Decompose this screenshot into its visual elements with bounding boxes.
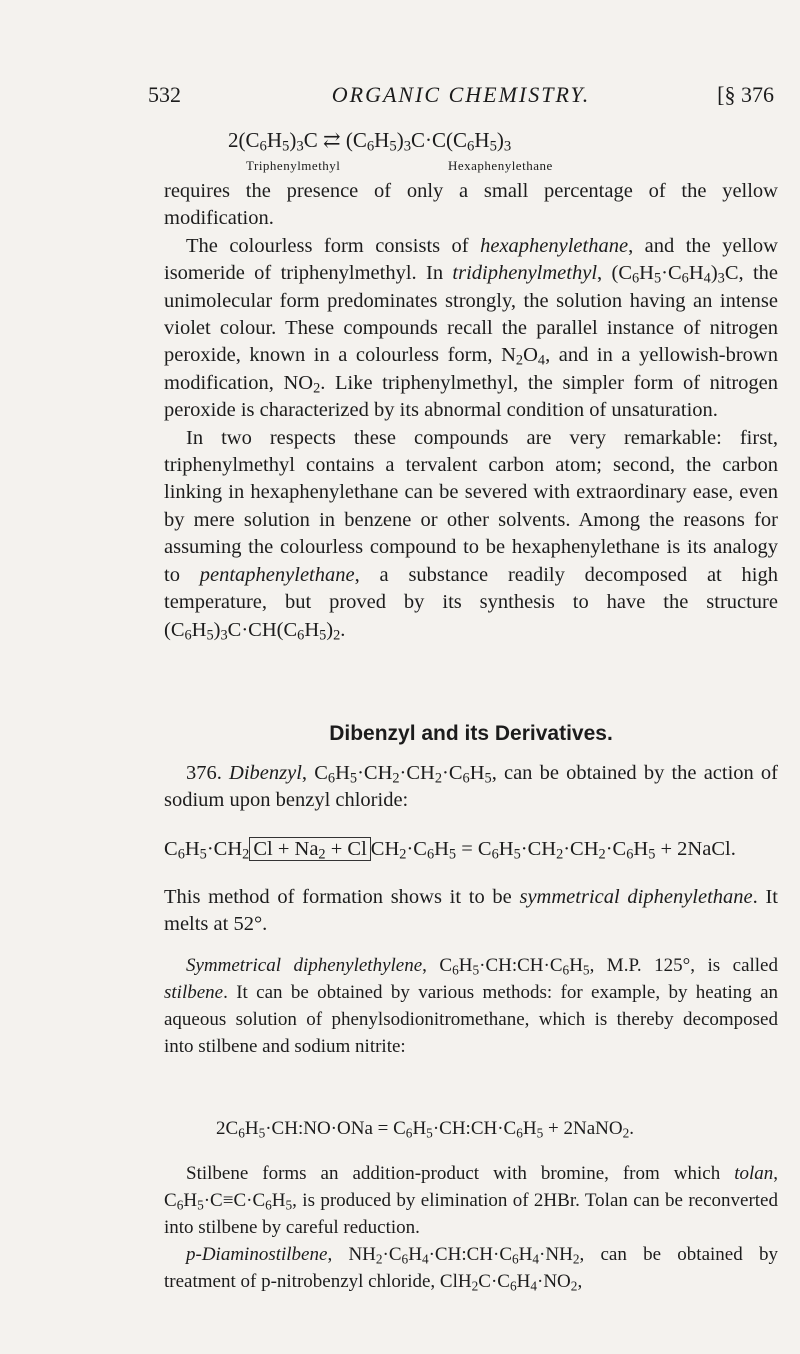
term-stilbene: stilbene: [164, 982, 224, 1003]
paragraph-tolan: Stilbene forms an addition-product with bromine, from which tolan, $C_6H_5\cdot C\equiv C\cdot C_6H_5$, is produced by elimination of 2HBr. Tolan can be reconverted into stilbene by careful reduction.: [164, 1163, 778, 1238]
text-block-stilbene: [164, 952, 778, 1060]
equilibrium-right: $(C_6H_5)_3C\cdot C(C_6H_5)_3$: [345, 128, 512, 155]
term-dibenzyl: Dibenzyl: [229, 762, 302, 784]
equilibrium-equation: [228, 128, 511, 153]
text-block-tolan: [164, 1160, 778, 1295]
term-tridiphenylmethyl: tridiphenylmethyl: [452, 262, 598, 285]
paragraph-diaminostilbene: p-Diaminostilbene, $NH_2\cdot C_6H_4\cdot CH:CH\cdot C_6H_4\cdot NH_2$, can be obtained by treatment of p-nitrobenzyl chloride, $ClH_2C\cdot C_6H_4\cdot NO_2$,: [164, 1244, 778, 1294]
text-block-1: [164, 178, 778, 644]
paragraph-method: This method of formation shows it to be symmetrical diphenylethane. It melts at 52°.: [164, 886, 778, 936]
running-title: ORGANIC CHEMISTRY.: [331, 82, 591, 107]
section-heading: Dibenzyl and its Derivatives.: [329, 722, 613, 745]
term-pentaphenylethane: pentaphenylethane: [199, 563, 355, 586]
paragraph-two-respects: In two respects these compounds are very remarkable: first, triphenylmethyl contains a tervalent carbon atom; second, the carbon linking in hexaphenylethane can be severed with extraordinary ease, even by mere solution in benzene or other solvents. Among the reasons for assuming the colourless compound to be hexaphenylethane is its analogy to pentaphenylethane, a substance readily decomposed at high temperature, but proved by its synthesis to have the structure $(C_6H_5)_3C\cdot CH(C_6H_5)_2$.: [164, 426, 778, 644]
term-tolan: tolan: [734, 1163, 774, 1184]
text-block-2: [164, 760, 778, 815]
paragraph-stilbene: Symmetrical diphenylethylene, $C_6H_5\cdot CH:CH\cdot C_6H_5$, M.P. 125°, is called stilbene. It can be obtained by various methods: for example, by heating an aqueous solution of phenylsodionitromethane, which is thereby decomposed into stilbene and sodium nitrite:: [164, 955, 778, 1057]
term-p-diaminostilbene: p-Diaminostilbene: [186, 1244, 328, 1265]
term-symmetrical-diphenylethane: symmetrical diphenylethane: [519, 886, 753, 908]
label-hexaphenylethane: Hexaphenylethane: [448, 158, 553, 173]
term-symmetrical-diphenylethylene: Symmetrical diphenylethylene: [186, 955, 423, 976]
article-number: 376.: [186, 762, 222, 784]
page-header: [148, 82, 774, 118]
label-triphenylmethyl: Triphenylmethyl: [246, 158, 341, 173]
paragraph-dibenzyl: 376. Dibenzyl, $C_6H_5\cdot CH_2\cdot CH_2\cdot C_6H_5$, can be obtained by the action of sodium upon benzyl chloride:: [164, 762, 779, 812]
equilibrium-left: $2(C_6H_5)_3C$: [228, 128, 318, 155]
reaction-dibenzyl: $C_6H_5\cdot CH_2$ $Cl + Na_2 + Cl$ $CH_2\cdot C_6H_5 = C_6H_5\cdot CH_2\cdot CH_2\cdot C_6H_5$ + 2NaCl.: [164, 838, 736, 863]
equilibrium-arrow: ⇄: [322, 128, 341, 152]
dibenzyl-formula: $C_6H_5\cdot CH_2\cdot CH_2\cdot C_6H_5$: [314, 762, 492, 787]
text-block-3: [164, 884, 778, 939]
reaction-stilbene: $2C_6H_5\cdot CH:NO\cdot ONa$ = $C_6H_5\cdot CH:CH\cdot C_6H_5$ + 2NaNO$_2$.: [216, 1118, 634, 1141]
section-marker: [§ 376: [717, 82, 774, 107]
paragraph-colourless-form: The colourless form consists of hexaphenylethane, and the yellow isomeride of triphenylmethyl. In tridiphenylmethyl, $(C_6H_5\cdot C_6H_4)_3C$, the unimolecular form predominates strongly, the solution having an intense violet colour. These compounds recall the parallel instance of nitrogen peroxide, known in a colourless form, $N_2O_4$, and in a yellowish-brown modification, $NO_2$. Like triphenylmethyl, the simpler form of nitrogen peroxide is characterized by its abnormal condition of unsaturation.: [164, 234, 778, 422]
boxed-eliminated-atoms: $Cl + Na_2 + Cl$: [249, 837, 370, 861]
paragraph-continuation: requires the presence of only a small percentage of the yellow modification.: [164, 180, 778, 230]
page-number: 532: [148, 82, 181, 107]
term-hexaphenylethane: hexaphenylethane: [480, 234, 629, 257]
